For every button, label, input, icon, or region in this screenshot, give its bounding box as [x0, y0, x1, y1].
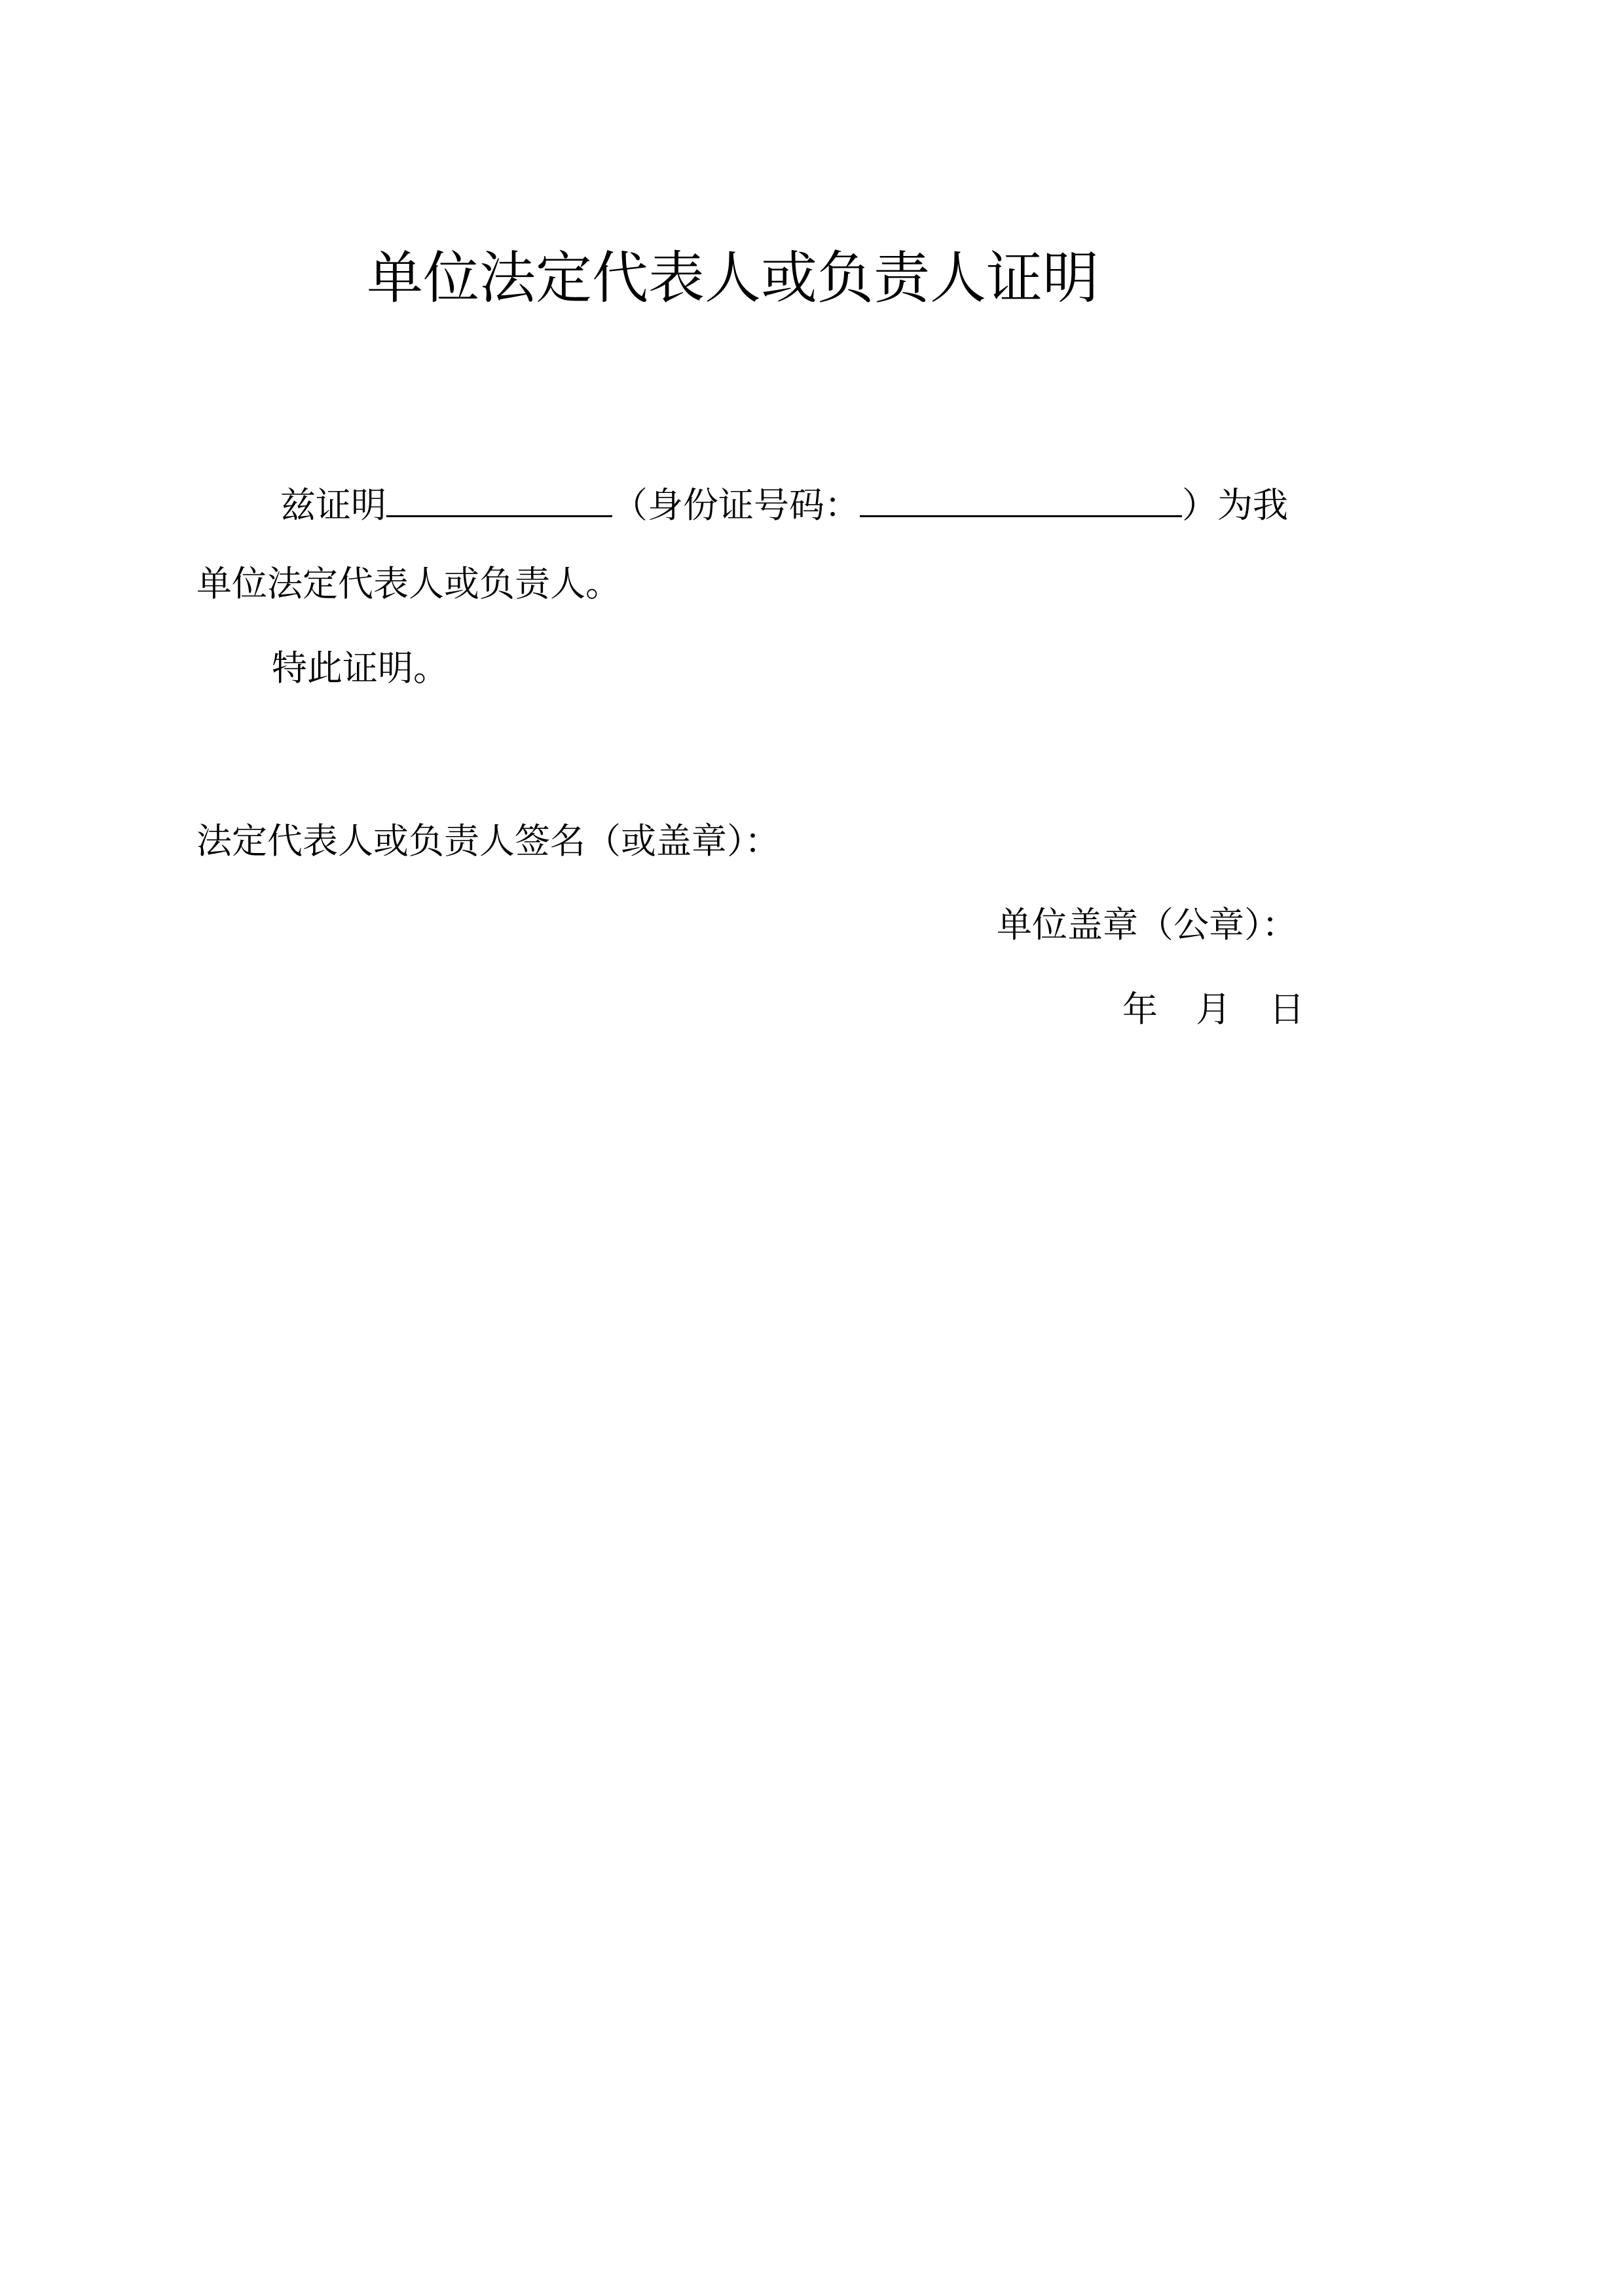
- document-title: 单位法定代表人或负责人证明: [367, 246, 1099, 311]
- date-day-label: 日: [1269, 989, 1304, 1030]
- id-number-blank-field[interactable]: [860, 475, 1182, 517]
- unit-seal-label: 单位盖章（公章）：: [997, 904, 1297, 945]
- name-blank-field[interactable]: [386, 475, 612, 517]
- date-line: [1122, 983, 1304, 1036]
- id-number-label: （身份证号码：: [612, 484, 860, 526]
- hereby-certify-line: 特此证明。: [272, 647, 449, 689]
- representative-signature-label: 法定代表人或负责人签名（或盖章）：: [196, 820, 780, 862]
- certification-suffix: ）为我: [1182, 484, 1288, 526]
- certification-prefix: 兹证明: [280, 484, 386, 526]
- certification-statement-line: [280, 475, 1288, 527]
- date-year-label: 年: [1122, 989, 1158, 1030]
- certification-continuation-line: 单位法定代表人或负责人。: [196, 563, 621, 604]
- date-month-label: 月: [1196, 989, 1231, 1030]
